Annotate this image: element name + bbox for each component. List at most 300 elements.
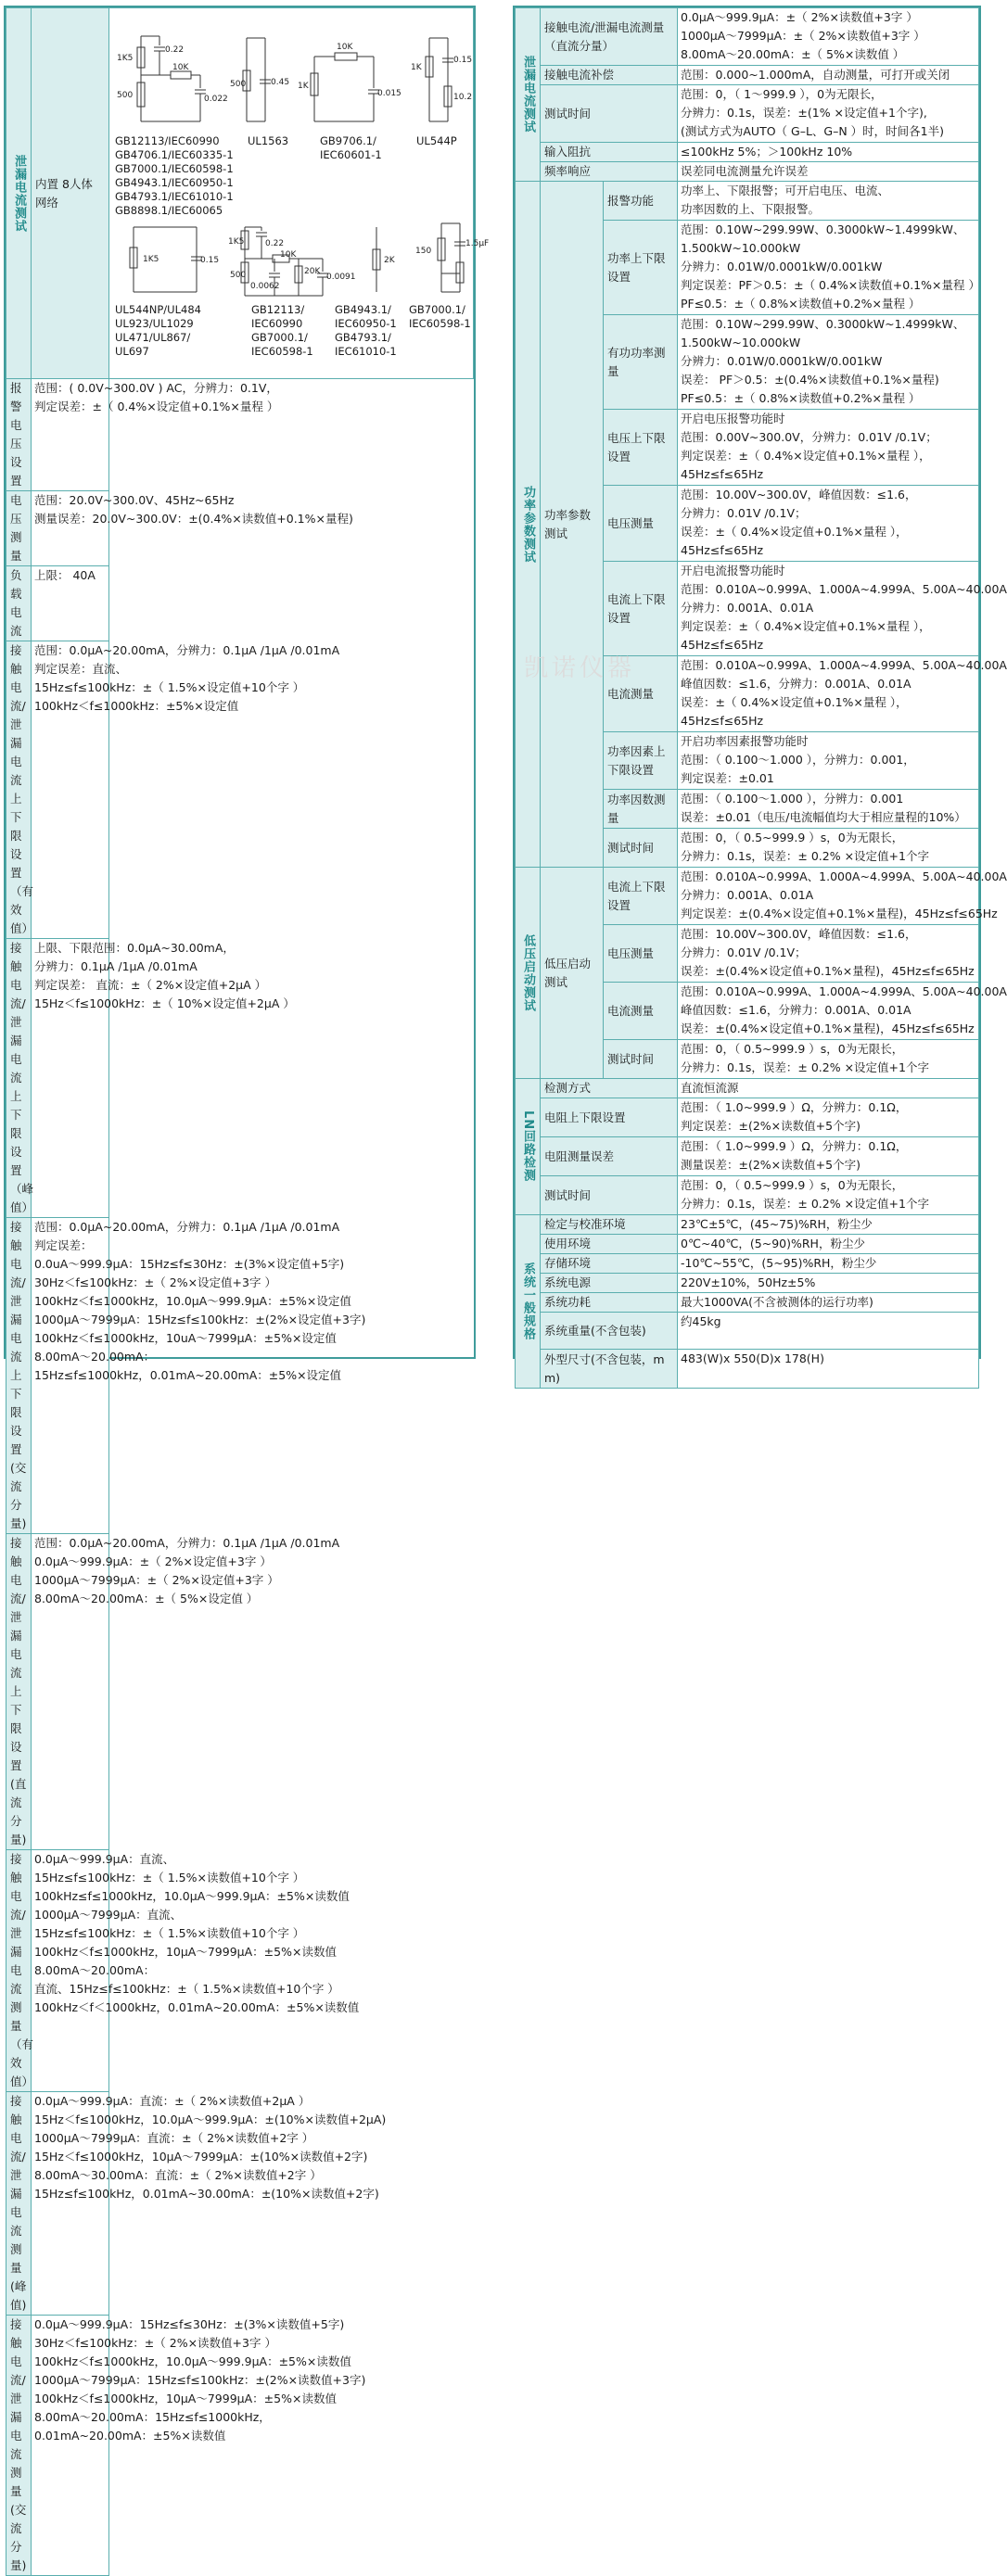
network-caption — [251, 303, 313, 359]
row-label: 系统功耗 — [541, 1293, 678, 1313]
row-value — [678, 1313, 979, 1350]
spec-line: 45Hz≤f≤65Hz — [681, 543, 764, 557]
spec-line: 范围：0.010A~0.999A、1.000A~4.999A、5.00A~40.00A — [681, 582, 1007, 596]
spec-row — [516, 1176, 979, 1215]
row-label: 使用环境 — [541, 1235, 678, 1254]
row-label: 检测方式 — [541, 1079, 678, 1098]
component-label: 10K — [172, 63, 189, 72]
row-value — [678, 829, 979, 868]
spec-line: 范围：0，（ 1～999.9 ），0为无限长， — [681, 87, 883, 101]
spec-line: 15Hz≤f≤100kHz：±（ 1.5%×读数值+10个字 ） — [34, 1926, 305, 1940]
spec-line: 最大1000VA(不含被测体的运行功率) — [681, 1295, 873, 1309]
row-label: 接触电流/泄漏电流上下限设置（峰值） — [6, 939, 32, 1218]
spec-line: 1.500kW~10.000kW — [681, 241, 801, 255]
row-label: 接触电流/泄漏电流测量（直流分量） — [541, 8, 678, 66]
component-label: 1K — [298, 82, 309, 91]
spec-row — [6, 491, 474, 566]
spec-line: 15Hz≤f≤100kHz：±（ 1.5%×读数值+10个字 ） — [34, 1871, 305, 1884]
spec-line: 100kHz≤f≤1000kHz，10.0μA～999.9μA：±5%×读数值 — [34, 1889, 350, 1903]
spec-line: 范围：0.0μA~20.00mA，分辨力：0.1μA /1μA /0.01mA — [34, 643, 340, 657]
circuit-gb4943 — [358, 218, 404, 298]
spec-line: 8.00mA～20.00mA：±（ 5%×读数值 ） — [681, 47, 905, 61]
left-spec-panel — [4, 6, 490, 2572]
spec-line: 分辨力：0.1s，误差：± 0.2% ×设定值+1个字 — [681, 849, 929, 863]
row-value — [678, 182, 979, 221]
spec-line: 分辨力：0.001A、0.01A — [681, 601, 814, 615]
spec-line: 判定误差：±（ 0.4%×设定值+0.1%×量程 ） — [34, 400, 279, 413]
spec-line: 范围：10.00V~300.0V，峰值因数：≤1.6， — [681, 488, 917, 501]
component-label: 10.2 — [453, 93, 473, 102]
component-label: 500 — [230, 271, 247, 280]
row-value — [678, 1274, 979, 1293]
spec-line: 1000μA～7999μA：15Hz≤f≤100kHz：±(2%×读数值+3字) — [34, 2373, 366, 2387]
spec-line: 测量误差：20.0V~300.0V：±(0.4%×读数值+0.1%×量程) — [34, 512, 353, 526]
row-label: 电流测量 — [604, 656, 678, 732]
spec-line: 15Hz＜f≤1000kHz，10.0μA～999.9μA：±(10%×读数值+2μA) — [34, 2113, 387, 2126]
spec-line: 0.0uA～999.9μA：15Hz≤f≤30Hz：±(3%×设定值+5字) — [34, 1257, 345, 1271]
caption-line: GB9706.1/ — [320, 134, 376, 147]
spec-line: 分辨力：0.1s，误差：±(1% ×设定值+1个字), — [681, 106, 927, 120]
row-value — [32, 939, 295, 1218]
row-label: 报警功能 — [604, 182, 678, 221]
category-leakage: 泄漏电流测试 — [6, 8, 32, 379]
spec-line: 范围：0.0μA~20.00mA，分辨力：0.1μA /1μA /0.01mA — [34, 1536, 340, 1550]
row-value — [32, 491, 353, 566]
spec-row — [516, 1254, 979, 1274]
spec-line: 分辨力：0.01V /0.1V； — [681, 506, 807, 520]
row-value — [678, 1293, 979, 1313]
network-caption — [416, 134, 457, 148]
spec-line: 1000μA～7999μA：直流、 — [34, 1908, 183, 1922]
component-label: 0.015 — [377, 89, 402, 98]
spec-row — [6, 939, 474, 1218]
spec-row — [516, 1137, 979, 1176]
spec-line: 0.0μA～999.9μA：直流、 — [34, 1852, 175, 1866]
spec-line: -10℃~55℃，(5~95)%RH，粉尘少 — [681, 1256, 877, 1270]
spec-row — [516, 66, 979, 85]
component-label: 1K5 — [143, 255, 159, 264]
spec-line: 范围：（ 1.0~999.9 ）Ω，分辨力：0.1Ω， — [681, 1100, 908, 1114]
spec-line: (测试方式为AUTO（ G–L、G–N ）时，时间各1半) — [681, 124, 945, 138]
component-label: 150 — [415, 247, 432, 256]
spec-line: 判定误差：±(2%×读数值+5个字) — [681, 1119, 860, 1133]
row-value — [678, 486, 979, 562]
row-value — [678, 1137, 979, 1176]
category-low-voltage: 低压启动测试 — [516, 868, 541, 1079]
caption-line: GB4706.1/IEC60335-1 — [115, 148, 234, 161]
spec-line: 判定误差：±（ 0.4%×设定值+0.1%×量程 ）， — [681, 619, 931, 633]
caption-line: GB4943.1/ — [335, 303, 391, 316]
row-label: 功率因素上下限设置 — [604, 732, 678, 790]
spec-row — [6, 379, 474, 491]
spec-line: 功率上、下限报警；可开启电压、电流、 — [681, 184, 890, 197]
circuit-ul544p — [409, 29, 474, 131]
spec-line: 范围：20.0V~300.0V、45Hz~65Hz — [34, 493, 235, 507]
row-value — [32, 641, 340, 939]
spec-line: 分辨力：0.001A、0.01A — [681, 888, 814, 902]
spec-row — [516, 1293, 979, 1313]
spec-line: 45Hz≤f≤65Hz — [681, 714, 764, 728]
spec-line: 范围：10.00V~300.0V，峰值因数：≤1.6， — [681, 927, 917, 941]
caption-line: GB4793.1/ — [335, 331, 391, 344]
spec-line: 100kHz＜f≤1000kHz，10.0μA～999.9μA：±5%×设定值 — [34, 1294, 351, 1308]
network-caption — [115, 303, 201, 359]
spec-line: 0℃~40℃，(5~90)%RH，粉尘少 — [681, 1237, 865, 1250]
spec-line: 100kHz＜f≤1000kHz，10μA～7999μA：±5%×读数值 — [34, 1945, 337, 1959]
network-caption — [335, 303, 397, 359]
network-caption — [248, 134, 288, 148]
spec-line: 1.500kW~10.000kW — [681, 336, 801, 349]
sub-label-low-voltage: 低压启动测试 — [541, 868, 604, 1079]
spec-line: 1000μA～7999μA：15Hz≤f≤100kHz：±(2%×设定值+3字) — [34, 1313, 366, 1326]
row-label: 有功功率测量 — [604, 315, 678, 410]
spec-line: 范围：0.010A~0.999A、1.000A~4.999A、5.00A~40.00A — [681, 869, 1007, 883]
component-label: 0.15 — [200, 256, 220, 265]
caption-line: GB12113/IEC60990 — [115, 134, 220, 147]
network-caption — [409, 303, 471, 331]
spec-line: 误差：±(0.4%×设定值+0.1%×量程)，45Hz≤f≤65Hz — [681, 964, 975, 978]
row-value — [678, 1098, 979, 1137]
spec-line: 范围：（ 1.0~999.9 ）Ω，分辨力：0.1Ω， — [681, 1139, 908, 1153]
circuit-ul544np — [115, 218, 222, 298]
spec-line: 15Hz＜f≤1000kHz，10μA～7999μA：±(10%×读数值+2字) — [34, 2150, 368, 2164]
row-value — [678, 1040, 979, 1079]
leakage-spec-table — [6, 7, 490, 2576]
component-label: 2K — [384, 256, 395, 265]
spec-line: 误差：±0.01（电压/电流幅值均大于相应量程的10%） — [681, 810, 966, 824]
component-label: 10K — [337, 43, 353, 52]
watermark: 凯诺仪器 — [524, 654, 636, 682]
circuit-gb12113 — [115, 29, 228, 131]
spec-line: 45Hz≤f≤65Hz — [681, 638, 764, 652]
row-value — [678, 1254, 979, 1274]
row-value — [32, 2092, 387, 2316]
spec-line: 范围：0.00V~300.0V，分辨力：0.01V /0.1V； — [681, 430, 937, 444]
row-label: 功率上下限设置 — [604, 221, 678, 315]
row-value — [32, 1850, 360, 2092]
spec-line: 100kHz＜f＜1000kHz，0.01mA~20.00mA：±5%×读数值 — [34, 2000, 360, 2014]
component-label: 0.0062 — [250, 282, 280, 291]
circuit-gb7000 — [414, 218, 516, 298]
spec-line: 约45kg — [681, 1314, 721, 1328]
row-label: 电压测量 — [604, 486, 678, 562]
spec-line: 8.00mA～20.00mA： — [34, 1350, 156, 1364]
caption-line: UL1563 — [248, 134, 289, 147]
spec-line: 45Hz≤f≤65Hz — [681, 467, 764, 481]
spec-line: 范围：0.010A~0.999A、1.000A~4.999A、5.00A~40.00A — [681, 658, 1007, 672]
spec-line: 100kHz＜f≤1000kHz，10uA～7999μA：±5%×设定值 — [34, 1331, 337, 1345]
row-value — [678, 1350, 979, 1389]
spec-row — [516, 85, 979, 143]
spec-line: 判定误差： 直流：±（ 2%×设定值+2μA ） — [34, 978, 267, 992]
spec-line: 测量误差：±(2%×读数值+5个字) — [681, 1158, 860, 1172]
spec-line: 功率因数的上、下限报警。 — [681, 202, 821, 216]
spec-line: 100kHz＜f≤1000kHz：±5%×设定值 — [34, 699, 239, 713]
row-value — [678, 1215, 979, 1235]
spec-line: 误差： PF＞0.5：±(0.4%×读数值+0.1%×量程) — [681, 373, 939, 387]
spec-line: 0.0μA～999.9μA：±（ 2%×读数值+3字 ） — [681, 10, 918, 24]
spec-line: 1000μA～7999μA：直流：±（ 2%×读数值+2字 ） — [34, 2131, 314, 2145]
spec-line: ≤100kHz 5%；＞100kHz 10% — [681, 145, 853, 159]
spec-line: 分辨力：0.01W/0.0001kW/0.001kW — [681, 260, 883, 273]
spec-row — [516, 868, 979, 925]
row-value — [678, 315, 979, 410]
spec-line: 判定误差：直流、 — [34, 662, 128, 676]
row-value — [678, 162, 979, 182]
spec-line: 30Hz＜f≤100kHz：±（ 2%×设定值+3字 ） — [34, 1275, 276, 1289]
row-value — [678, 732, 979, 790]
spec-line: 上限： 40A — [34, 568, 96, 582]
row-value — [32, 2316, 366, 2576]
row-label: 检定与校准环境 — [541, 1215, 678, 1235]
row-label: 电压测量 — [6, 491, 32, 566]
spec-line: 15Hz＜f≤1000kHz：±（ 10%×设定值+2μA ） — [34, 996, 295, 1010]
spec-row — [516, 1274, 979, 1293]
row-label: 测试时间 — [541, 85, 678, 143]
caption-line: GB7000.1/ — [409, 303, 465, 316]
spec-line: 直流恒流源 — [681, 1081, 739, 1095]
row-label: 电流上下限设置 — [604, 868, 678, 925]
spec-row — [516, 1350, 979, 1389]
caption-line: UL923/UL1029 — [115, 317, 194, 330]
spec-row — [516, 8, 979, 66]
row-value — [32, 1218, 366, 1534]
spec-row — [6, 2316, 474, 2576]
spec-line: 0.01mA~20.00mA：±5%×读数值 — [34, 2429, 226, 2443]
row-label: 测试时间 — [604, 1040, 678, 1079]
circuit-ul1563 — [228, 29, 290, 131]
spec-line: 范围：（ 0.100～1.000 ），分辨力：0.001， — [681, 753, 915, 767]
spec-row — [516, 162, 979, 182]
component-label: 0.22 — [165, 45, 185, 55]
network-caption — [115, 134, 234, 218]
spec-row — [516, 182, 979, 221]
row-label: 电压上下限设置 — [604, 410, 678, 486]
row-value — [678, 143, 979, 162]
row-label: 负载电流 — [6, 566, 32, 641]
spec-line: 0.0μA～999.9μA：直流：±（ 2%×读数值+2μA ） — [34, 2094, 311, 2108]
spec-row — [6, 1534, 474, 1850]
caption-line: IEC61010-1 — [335, 345, 397, 358]
caption-line: IEC60990 — [251, 317, 303, 330]
component-label: 1K — [411, 63, 422, 72]
circuit-gb9706 — [298, 29, 402, 131]
spec-line: 30Hz＜f≤100kHz：±（ 2%×读数值+3字 ） — [34, 2336, 276, 2350]
component-label: 0.0091 — [326, 273, 356, 282]
component-label: 20K — [304, 267, 321, 276]
spec-row — [6, 2092, 474, 2316]
spec-line: 范围：( 0.0V~300.0V ) AC，分辨力：0.1V， — [34, 381, 278, 395]
caption-line: GB7000.1/ — [251, 331, 308, 344]
component-label: 1.5μF — [465, 239, 490, 248]
spec-line: 范围：0.000~1.000mA，自动测量，可打开或关闭 — [681, 68, 950, 82]
row-value — [678, 1079, 979, 1098]
row-label: 测试时间 — [604, 829, 678, 868]
caption-line: IEC60601-1 — [320, 148, 382, 161]
row-label: 电阻测量误差 — [541, 1137, 678, 1176]
row-value — [678, 925, 979, 983]
caption-line: GB8898.1/IEC60065 — [115, 204, 223, 217]
spec-line: 范围：（ 0.100～1.000 ），分辨力：0.001 — [681, 792, 904, 806]
caption-line: GB4793.1/IEC61010-1 — [115, 190, 234, 203]
row-label: 系统电源 — [541, 1274, 678, 1293]
spec-line: 8.00mA～30.00mA：直流：±（ 2%×读数值+2字 ） — [34, 2168, 322, 2182]
row-value — [678, 85, 979, 143]
row-label: 接触电流补偿 — [541, 66, 678, 85]
component-label: 0.15 — [453, 56, 473, 65]
caption-line: UL544NP/UL484 — [115, 303, 201, 316]
caption-line: GB7000.1/IEC60598-1 — [115, 162, 234, 175]
category-system: 系统一般规格 — [516, 1215, 541, 1389]
row-value — [32, 566, 109, 641]
spec-line: 23℃±5℃，(45~75)%RH，粉尘少 — [681, 1217, 873, 1231]
resistor — [171, 71, 191, 79]
caption-line: GB12113/ — [251, 303, 305, 316]
spec-line: 范围：0，（ 0.5~999.9 ）s，0为无限长， — [681, 1178, 904, 1192]
spec-line: 15Hz≤f≤100kHz：±（ 1.5%×设定值+10个字 ） — [34, 680, 305, 694]
spec-line: 判定误差： — [34, 1238, 93, 1252]
row-label: 电流测量 — [604, 983, 678, 1040]
spec-row — [516, 1098, 979, 1137]
caption-line: UL697 — [115, 345, 149, 358]
right-spec-table — [515, 7, 1007, 1389]
row-value — [678, 868, 1007, 925]
caption-line: UL471/UL867/ — [115, 331, 191, 344]
row-label: 接触电流/泄漏电流测量(峰值) — [6, 2092, 32, 2316]
row-value — [678, 562, 1007, 656]
spec-row — [6, 641, 474, 939]
row-label: 报警电压设置 — [6, 379, 32, 491]
spec-line: 判定误差：PF＞0.5：±（ 0.4%×读数值+0.1%×量程 ） — [681, 278, 980, 292]
row-label: 存储环境 — [541, 1254, 678, 1274]
spec-line: 开启电压报警功能时 — [681, 412, 785, 425]
spec-line: 直流、15Hz≤f≤100kHz：±（ 1.5%×读数值+10个字 ） — [34, 1982, 339, 1996]
component-label: 500 — [230, 80, 247, 89]
row-label: 功率因数测量 — [604, 790, 678, 829]
spec-line: 分辨力：0.1s，误差：± 0.2% ×设定值+1个字 — [681, 1060, 929, 1074]
spec-line: 1000μA～7999μA：±（ 2%×读数值+3字 ） — [681, 29, 925, 43]
spec-line: 误差：±（ 0.4%×设定值+0.1%×量程 ）， — [681, 695, 908, 709]
row-label: 接触电流/泄漏电流测量（有效值） — [6, 1850, 32, 2092]
row-label: 测试时间 — [541, 1176, 678, 1215]
row-value — [32, 379, 279, 491]
spec-row — [6, 1850, 474, 2092]
spec-line: 范围：0.10W~299.99W、0.3000kW~1.4999kW、 — [681, 317, 965, 331]
caption-line: IEC60950-1 — [335, 317, 397, 330]
spec-row — [516, 1079, 979, 1098]
spec-row — [516, 1313, 979, 1350]
row-value — [678, 8, 979, 66]
caption-line: UL544P — [416, 134, 457, 147]
spec-line: 分辨力：0.01V /0.1V； — [681, 945, 807, 959]
resistor — [335, 53, 357, 60]
spec-line: PF≤0.5：±（ 0.8%×读数值+0.2%×量程 ） — [681, 297, 921, 311]
row-label: 接触电流/泄漏电流上下限设置(直流分量) — [6, 1534, 32, 1850]
caption-line: GB4943.1/IEC60950-1 — [115, 176, 234, 189]
spec-line: 100kHz＜f≤1000kHz，10.0μA～999.9μA：±5%×读数值 — [34, 2354, 351, 2368]
spec-line: 483(W)x 550(D)x 178(H) — [681, 1351, 824, 1365]
row-value — [678, 656, 1007, 732]
spec-line: 误差同电流测量允许误差 — [681, 164, 809, 178]
spec-row — [6, 566, 474, 641]
spec-line: 分辨力：0.01W/0.0001kW/0.001kW — [681, 354, 883, 368]
spec-line: 分辨力：0.1μA /1μA /0.01mA — [34, 959, 198, 973]
row-label: 系统重量(不含包装) — [541, 1313, 678, 1350]
spec-line: 判定误差：±(0.4%×设定值+0.1%×量程)，45Hz≤f≤65Hz — [681, 907, 998, 920]
right-spec-panel — [513, 6, 1007, 1385]
spec-line: 范围：0.010A~0.999A、1.000A~4.999A、5.00A~40.00A — [681, 984, 1007, 998]
row-value — [678, 983, 1007, 1040]
component-label: 500 — [117, 91, 134, 100]
network-diagrams — [109, 8, 490, 379]
component-label: 0.022 — [204, 95, 228, 104]
spec-line: 范围：0.10W~299.99W、0.3000kW~1.4999kW、 — [681, 222, 965, 236]
row-value — [678, 410, 979, 486]
row-label: 电阻上下限设置 — [541, 1098, 678, 1137]
row-value — [678, 221, 979, 315]
spec-line: 开启电流报警功能时 — [681, 564, 785, 577]
caption-line: IEC60598-1 — [409, 317, 471, 330]
spec-line: 1000μA～7999μA：±（ 2%×设定值+3字 ） — [34, 1573, 279, 1587]
spec-row — [516, 1235, 979, 1254]
row-value — [678, 1235, 979, 1254]
category-leakage: 泄漏电流测试 — [516, 8, 541, 182]
spec-line: 范围：0，（ 0.5~999.9 ）s，0为无限长， — [681, 1042, 904, 1056]
spec-row — [516, 143, 979, 162]
spec-line: 15Hz≤f≤1000kHz，0.01mA~20.00mA：±5%×设定值 — [34, 1368, 342, 1382]
component-label: 1K5 — [117, 54, 134, 63]
spec-line: 误差：±(0.4%×设定值+0.1%×量程)，45Hz≤f≤65Hz — [681, 1022, 975, 1035]
component-label: 0.22 — [265, 239, 285, 248]
spec-line: 0.0μA～999.9μA：±（ 2%×设定值+3字 ） — [34, 1554, 272, 1568]
spec-line: 8.00mA～20.00mA：±（ 5%×设定值 ） — [34, 1592, 259, 1605]
spec-line: 判定误差：±（ 0.4%×设定值+0.1%×量程 ）， — [681, 449, 931, 463]
spec-line: 220V±10%，50Hz±5% — [681, 1275, 816, 1289]
row-label: 电压测量 — [604, 925, 678, 983]
component-label: 10K — [280, 250, 297, 260]
spec-line: 峰值因数：≤1.6，分辨力：0.001A、0.01A — [681, 1003, 911, 1017]
spec-line: 8.00mA～20.00mA： — [34, 1963, 156, 1977]
row-label: 频率响应 — [541, 162, 678, 182]
spec-line: 100kHz＜f≤1000kHz，10μA～7999μA：±5%×读数值 — [34, 2392, 337, 2405]
caption-line: IEC60598-1 — [251, 345, 313, 358]
category-ln-loop: LN回路检测 — [516, 1079, 541, 1215]
spec-line: 判定误差：±0.01 — [681, 771, 774, 785]
spec-line: 8.00mA～20.00mA：15Hz≤f≤1000kHz， — [34, 2410, 271, 2424]
spec-line: PF≤0.5：±（ 0.8%×读数值+0.2%×量程 ） — [681, 391, 921, 405]
spec-line: 误差：±（ 0.4%×设定值+0.1%×量程 ）， — [681, 525, 908, 539]
component-label: 1K5 — [228, 237, 245, 247]
row-value — [678, 1176, 979, 1215]
spec-line: 范围：0，（ 0.5~999.9 ）s，0为无限长， — [681, 831, 904, 844]
row-label: 电流上下限设置 — [604, 562, 678, 656]
row-label: 接触电流/泄漏电流上下限设置（有效值） — [6, 641, 32, 939]
spec-line: 0.0μA～999.9μA：15Hz≤f≤30Hz：±(3%×读数值+5字) — [34, 2317, 345, 2331]
row-label: 接触电流/泄漏电流测量(交流分量) — [6, 2316, 32, 2576]
row-label: 接触电流/泄漏电流上下限设置(交流分量) — [6, 1218, 32, 1534]
spec-line: 峰值因数：≤1.6，分辨力：0.001A、0.01A — [681, 677, 911, 691]
component-label: 0.45 — [271, 78, 290, 87]
sub-label-power: 功率参数测试 — [541, 182, 604, 868]
row-label: 外型尺寸(不含包装，mm) — [541, 1350, 678, 1389]
row-label-network: 内置 8人体 网络 — [32, 8, 109, 379]
row-value — [678, 66, 979, 85]
spec-line: 开启功率因素报警功能时 — [681, 734, 809, 748]
spec-line: 15Hz≤f≤100kHz，0.01mA~30.00mA：±(10%×读数值+2字) — [34, 2187, 379, 2201]
row-value — [32, 1534, 340, 1850]
row-value — [678, 790, 979, 829]
category-power: 功率参数测试 — [516, 182, 541, 868]
